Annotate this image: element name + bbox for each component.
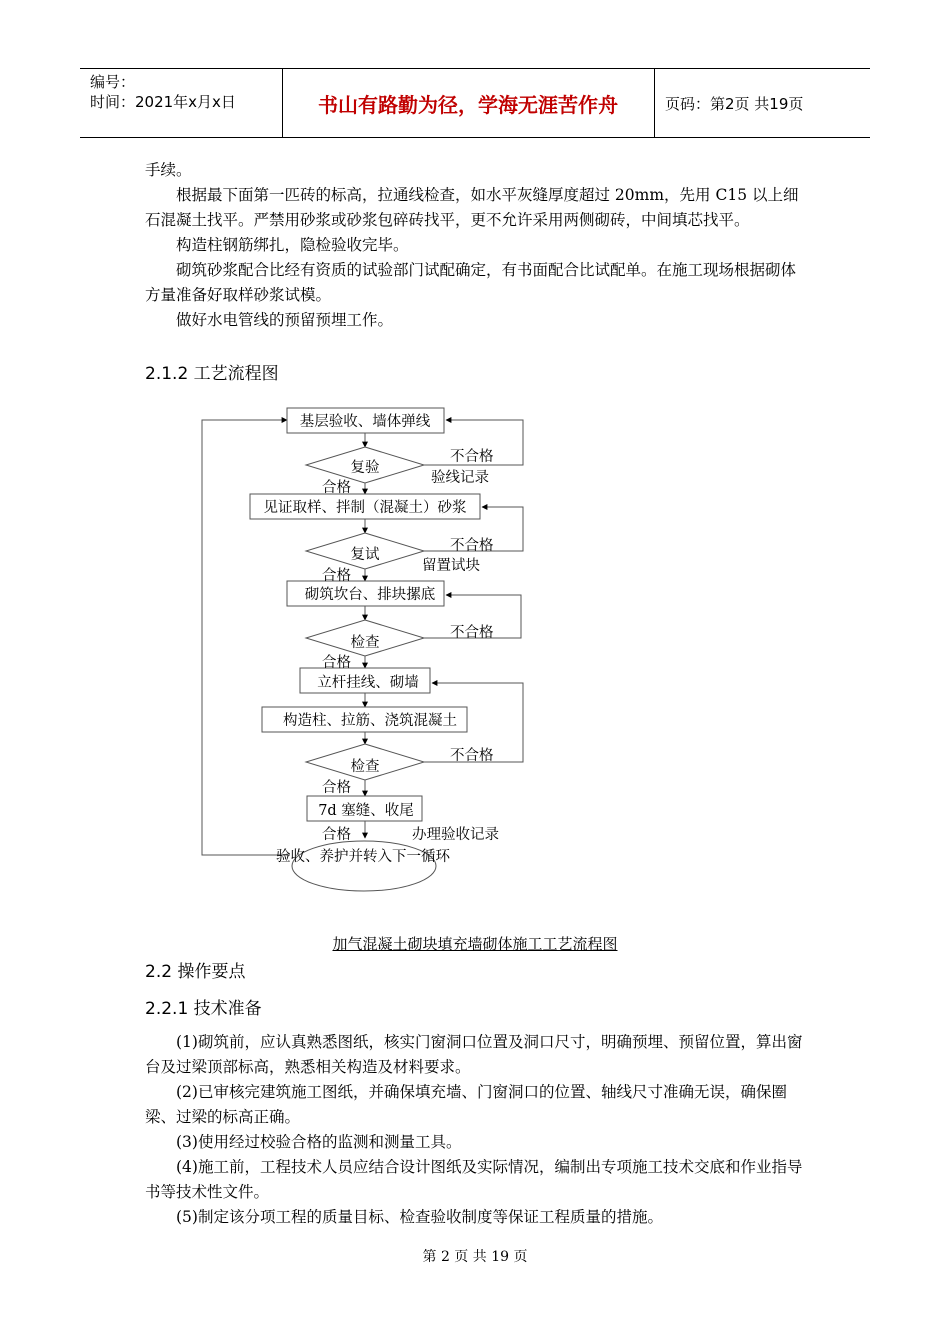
paragraph: 根据最下面第一匹砖的标高，拉通线检查，如水平灰缝厚度超过 20mm，先用 C15 以上细石混凝土找平。严禁用砂浆或砂浆包碎砖找平，更不允许采用两侧砌砖，中间填芯找平。 xyxy=(145,186,799,229)
step3-label: 砌筑坎台、排块摞底 xyxy=(304,587,436,603)
paragraph: 做好水电管线的预留预埋工作。 xyxy=(176,311,394,329)
pass3-label: 合格 xyxy=(322,655,351,671)
section-heading-2-1-2: 2.1.2 工艺流程图 xyxy=(145,364,279,384)
pass4-label: 合格 xyxy=(322,780,351,796)
section-heading-2-2-1: 2.2.1 技术准备 xyxy=(145,999,262,1019)
paragraph: 砌筑砂浆配合比经有资质的试验部门试配确定，有书面配合比试配单。在施工现场根据砌体方量准备好取样砂浆试模。 xyxy=(145,261,797,304)
check2-label: 复试 xyxy=(350,547,380,563)
document-time-label: 时间：2021年x月x日 xyxy=(90,93,236,111)
step6-label: 7d 塞缝、收尾 xyxy=(318,803,414,819)
paragraph: (3)使用经过校验合格的监测和测量工具。 xyxy=(176,1133,462,1151)
page-header xyxy=(80,68,870,138)
fail1-label: 不合格 xyxy=(450,449,494,465)
section-heading-2-2: 2.2 操作要点 xyxy=(145,962,246,982)
page-footer: 第 2 页 共 19 页 xyxy=(422,1249,528,1265)
pass2-label: 合格 xyxy=(322,568,351,584)
fail3-label: 不合格 xyxy=(450,625,494,641)
intro-text xyxy=(145,158,805,333)
step1-label: 基层验收、墙体弹线 xyxy=(299,414,431,430)
header-motto-cell xyxy=(282,69,655,137)
prep-text xyxy=(145,1030,805,1230)
fail4-label: 不合格 xyxy=(450,748,494,764)
paragraph: (5)制定该分项工程的质量目标、检查验收制度等保证工程质量的措施。 xyxy=(176,1208,663,1226)
step4-label: 立杆挂线、砌墙 xyxy=(317,675,419,691)
header-page-cell xyxy=(655,69,870,137)
paragraph: (4)施工前，工程技术人员应结合设计图纸及实际情况，编制出专项施工技术交底和作业指导书等技术性文件。 xyxy=(145,1158,803,1201)
paragraph: (1)砌筑前，应认真熟悉图纸，核实门窗洞口位置及洞口尺寸，明确预埋、预留位置，算出窗台及过梁顶部标高，熟悉相关构造及材料要求。 xyxy=(145,1033,803,1076)
check4-label: 检查 xyxy=(350,759,380,775)
note1-label: 验线记录 xyxy=(431,470,489,486)
step5-label: 构造柱、拉筋、浇筑混凝土 xyxy=(283,713,457,729)
header-meta-cell xyxy=(80,69,283,137)
flowchart-caption-text: 加气混凝土砌块填充墙砌体施工工艺流程图 xyxy=(332,935,618,953)
step2-label: 见证取样、拌制（混凝土）砂浆 xyxy=(263,500,467,516)
paragraph: (2)已审核完建筑施工图纸，并确保填充墙、门窗洞口的位置、轴线尺寸准确无误，确保圈梁、过梁的标高正确。 xyxy=(145,1083,787,1126)
note3-label: 办理验收记录 xyxy=(412,827,499,843)
header-motto: 书山有路勤为径，学海无涯苦作舟 xyxy=(318,92,618,117)
check1-label: 复验 xyxy=(350,460,380,476)
pass5-label: 合格 xyxy=(322,827,351,843)
note2-label: 留置试块 xyxy=(422,558,480,574)
flowchart-caption xyxy=(0,933,950,954)
final-label: 验收、养护并转入下一循环 xyxy=(276,849,450,865)
pass1-label: 合格 xyxy=(322,480,351,496)
process-flowchart xyxy=(0,390,950,910)
paragraph: 手续。 xyxy=(145,161,192,179)
paragraph: 构造柱钢筋绑扎，隐检验收完毕。 xyxy=(176,236,409,254)
check3-label: 检查 xyxy=(350,635,380,651)
loop-return-line xyxy=(202,420,290,855)
header-page-number: 页码：第2页 共19页 xyxy=(665,94,804,113)
document-number-label: 编号： xyxy=(90,73,136,91)
fail2-label: 不合格 xyxy=(450,538,494,554)
